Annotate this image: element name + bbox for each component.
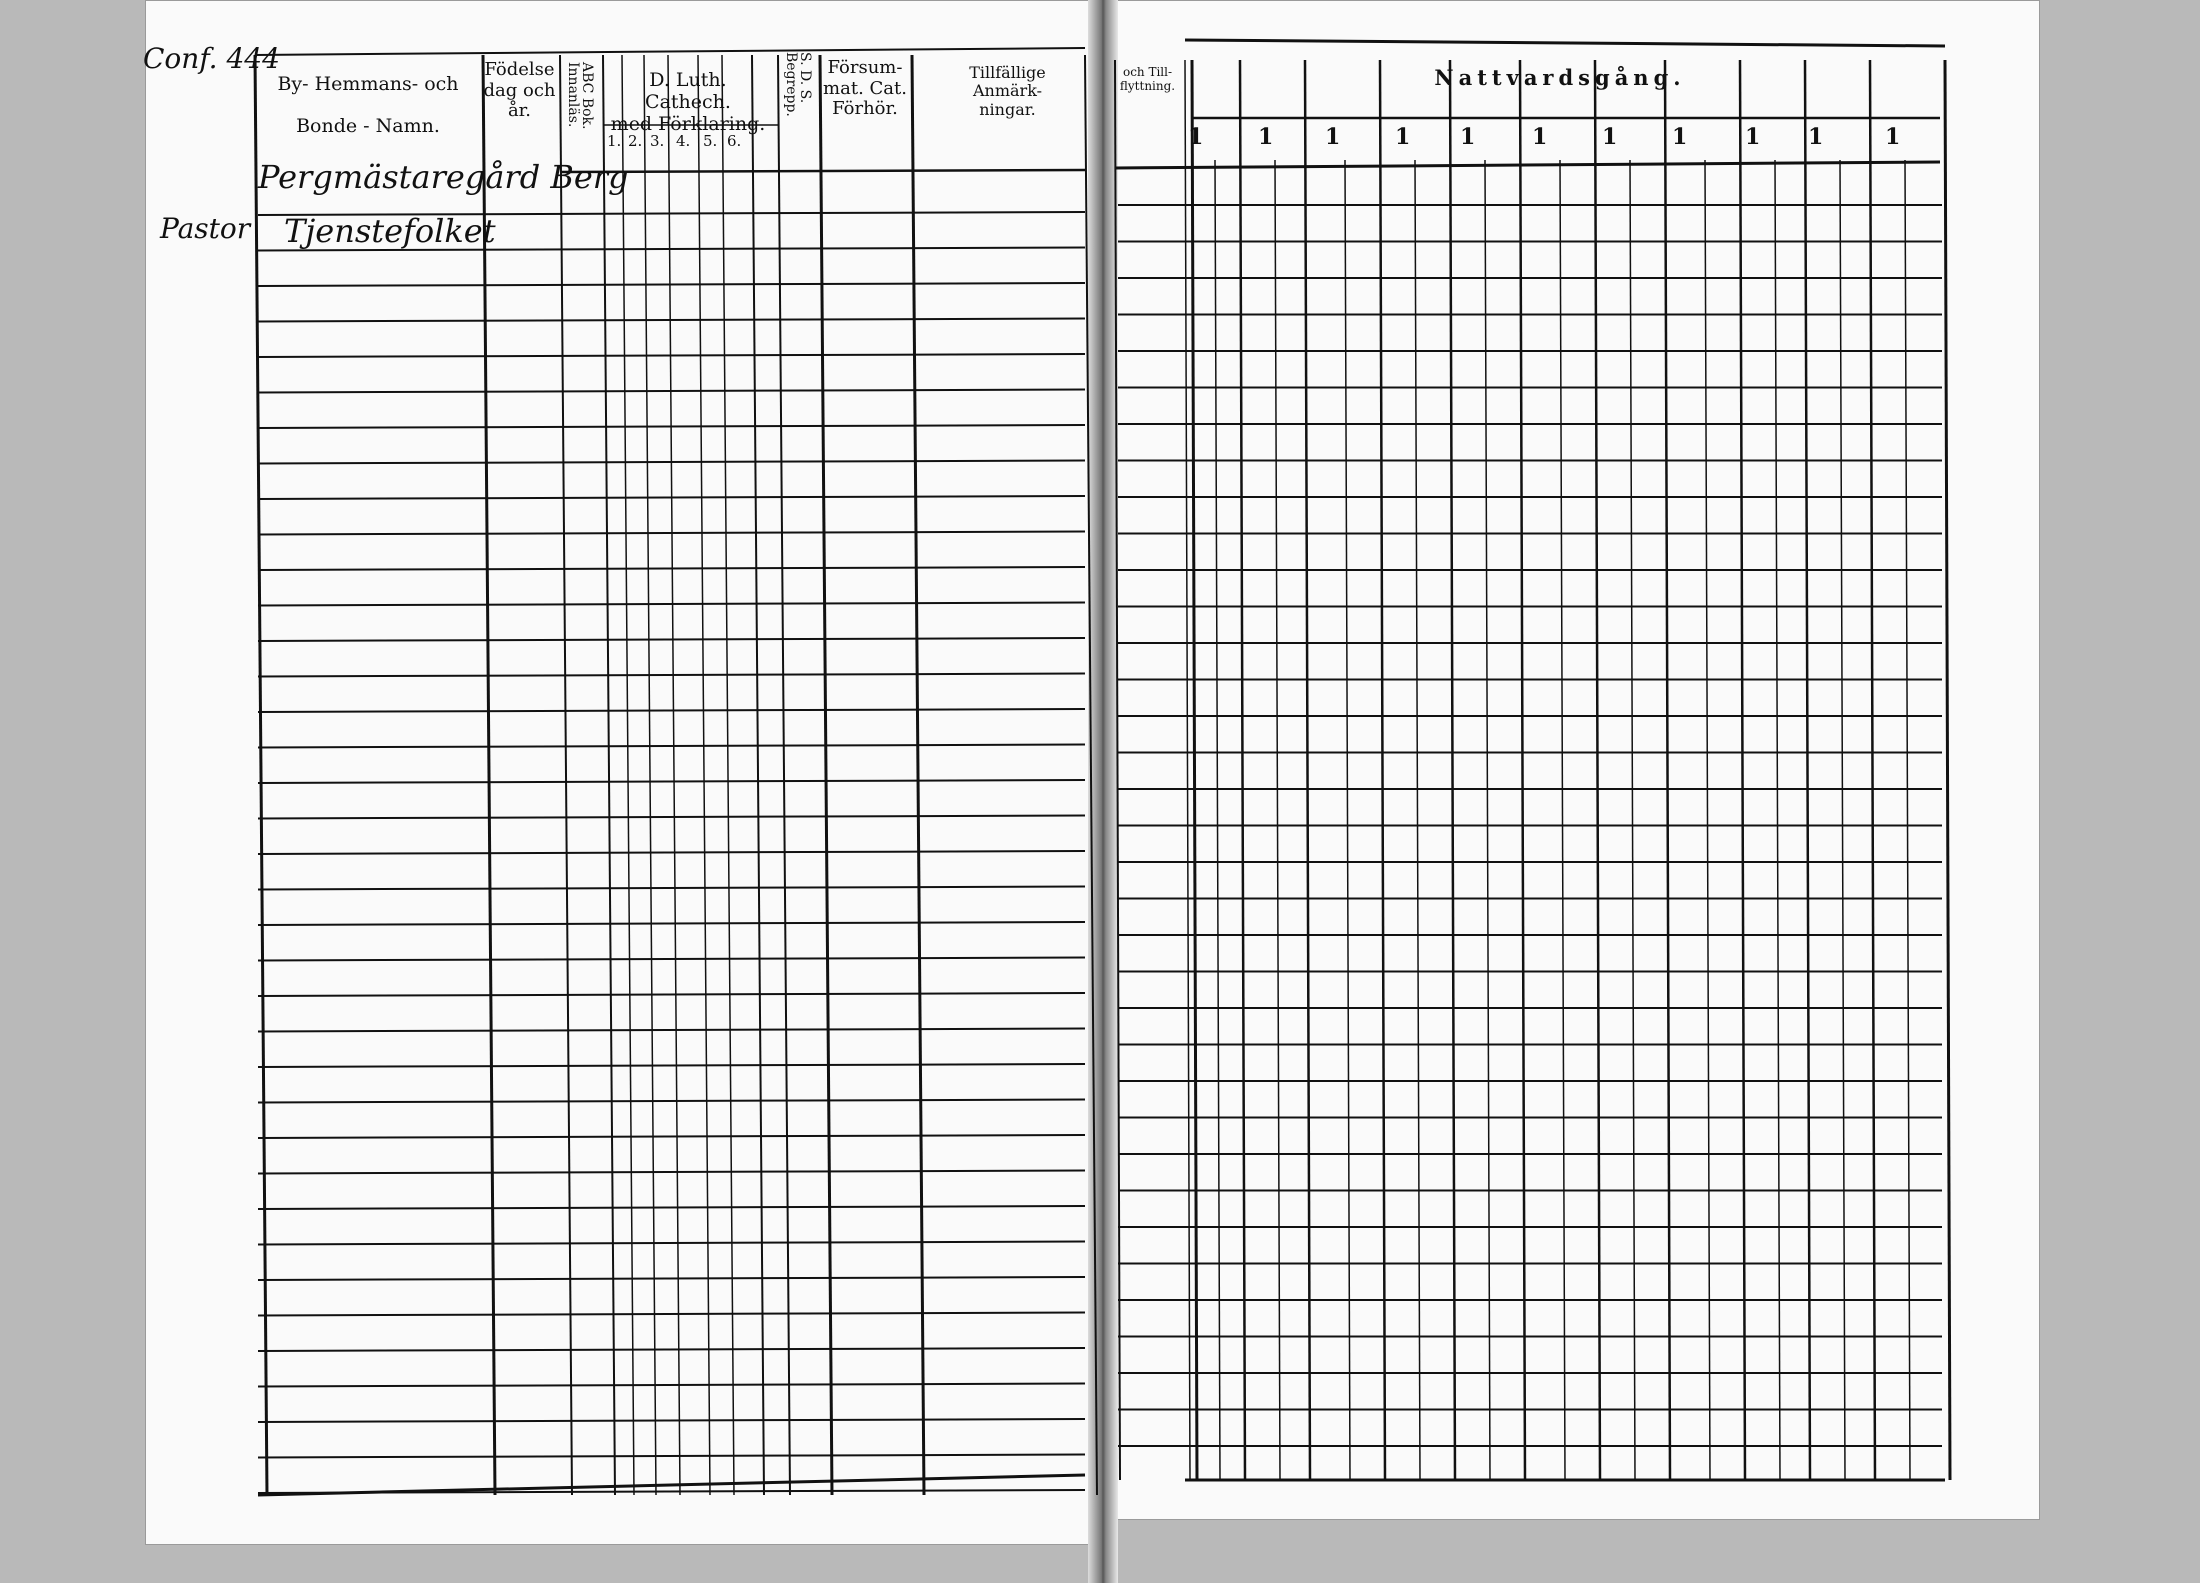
header-moves — [1110, 66, 1185, 94]
right-column-rule — [1805, 60, 1810, 1480]
header-moves-line2: flyttning. — [1119, 78, 1176, 93]
right-column-rule — [1665, 60, 1670, 1480]
right-column-rule — [1945, 60, 1950, 1480]
catechism-col-1: 1. — [607, 132, 622, 150]
right-sub-rule — [1345, 160, 1350, 1480]
header-sds: S. D. S. Begrepp. — [783, 52, 813, 117]
header-village-line2: Bonde - Namn. — [296, 114, 440, 137]
catechism-col-2: 2. — [628, 132, 643, 150]
right-column-rule — [1305, 60, 1310, 1480]
left-column-rule — [820, 55, 832, 1495]
left-column-rule — [912, 55, 924, 1495]
header-notes-line1: Tillfällige Anmärk- — [969, 63, 1046, 101]
left-row-rule — [258, 780, 1085, 783]
header-village-line1: By- Hemmans- och — [277, 73, 459, 95]
right-column-rule — [1115, 60, 1120, 1480]
catechism-col-6: 6. — [727, 132, 742, 150]
right-sub-rule — [1215, 160, 1220, 1480]
left-row-rule — [258, 1029, 1085, 1032]
left-row-rule — [258, 993, 1085, 996]
left-row-rule — [258, 1100, 1085, 1103]
margin-note-row: Pastor — [160, 212, 251, 245]
right-sub-rule — [1275, 160, 1280, 1480]
communion-col-10: 1 — [1808, 124, 1824, 150]
right-sub-rule — [1485, 160, 1490, 1480]
left-row-rule — [258, 922, 1085, 925]
right-top-rule — [1185, 40, 1945, 46]
header-missed — [820, 58, 910, 120]
header-catechism-line1: D. Luth. Cathech. — [645, 69, 731, 113]
right-sub-rule — [1705, 160, 1710, 1480]
communion-col-6: 1 — [1532, 124, 1548, 150]
header-birth-line2: dag och — [483, 79, 556, 101]
left-row-rule — [258, 1348, 1085, 1351]
header-missed-line2: mat. Cat. — [823, 77, 907, 99]
header-missed-line3: Förhör. — [832, 98, 898, 120]
header-birth — [482, 60, 557, 122]
header-notes-line2: ningar. — [979, 99, 1036, 119]
communion-col-11: 1 — [1885, 124, 1901, 150]
left-row-rule — [258, 745, 1085, 748]
right-sub-rule — [1775, 160, 1780, 1480]
header-village — [268, 74, 468, 138]
left-row-rule — [258, 1171, 1085, 1174]
communion-col-5: 1 — [1460, 124, 1476, 150]
right-header-bottom-rule — [1115, 162, 1940, 168]
left-row-rule — [258, 1419, 1085, 1422]
right-column-rule — [1520, 60, 1525, 1480]
catechism-col-3: 3. — [650, 132, 665, 150]
margin-note-top: Conf. 444 — [143, 42, 280, 75]
header-abc: ABC Bok. Innanläs. — [565, 62, 595, 130]
right-column-rule — [1380, 60, 1385, 1480]
header-communion: Nattvardsgång. — [1434, 65, 1686, 90]
header-notes — [935, 64, 1080, 119]
communion-col-3: 1 — [1325, 124, 1341, 150]
left-row-rule — [258, 1384, 1085, 1387]
left-row-rule — [258, 1277, 1085, 1280]
right-column-rule — [1740, 60, 1745, 1480]
left-row-rule — [258, 567, 1085, 570]
left-row-rule — [258, 283, 1085, 286]
right-column-rule — [1450, 60, 1455, 1480]
right-column-rule — [1192, 60, 1197, 1480]
right-column-rule — [1185, 60, 1190, 1480]
right-sub-rule — [1560, 160, 1565, 1480]
right-sub-rule — [1840, 160, 1845, 1480]
left-row-rule — [258, 887, 1085, 890]
left-row-rule — [258, 1313, 1085, 1316]
left-row-rule — [258, 816, 1085, 819]
header-catechism-line2: med Förklaring. — [610, 112, 766, 135]
header-missed-line1: Försum- — [827, 57, 903, 78]
left-header-bottom-rule — [560, 170, 1085, 172]
left-row-rule — [258, 709, 1085, 712]
header-birth-line3: år. — [507, 100, 532, 122]
right-column-rule — [1595, 60, 1600, 1480]
catechism-col-5: 5. — [703, 132, 718, 150]
left-row-rule — [258, 958, 1085, 961]
left-row-rule — [258, 1206, 1085, 1209]
header-catechism — [608, 70, 768, 136]
communion-col-9: 1 — [1745, 124, 1761, 150]
entry-farm: Pergmästaregård Berg — [258, 158, 629, 196]
communion-col-1: 1 — [1188, 124, 1204, 150]
right-sub-rule — [1905, 160, 1910, 1480]
left-row-rule — [258, 603, 1085, 606]
entry-servants: Tjenstefolket — [284, 212, 496, 250]
left-row-rule — [258, 354, 1085, 357]
left-top-rule — [255, 48, 1085, 55]
left-row-rule — [258, 638, 1085, 641]
left-row-rule — [258, 1135, 1085, 1138]
right-column-rule — [1870, 60, 1875, 1480]
left-row-rule — [258, 1455, 1085, 1458]
header-birth-line1: Födelse — [484, 59, 555, 80]
left-row-rule — [258, 319, 1085, 322]
communion-col-7: 1 — [1602, 124, 1618, 150]
left-row-rule — [258, 1064, 1085, 1067]
left-row-rule — [258, 674, 1085, 677]
communion-col-2: 1 — [1258, 124, 1274, 150]
right-sub-rule — [1630, 160, 1635, 1480]
left-row-rule — [258, 851, 1085, 854]
catechism-col-4: 4. — [676, 132, 691, 150]
communion-col-8: 1 — [1672, 124, 1688, 150]
header-moves-line1: och Till- — [1122, 65, 1173, 79]
right-sub-rule — [1415, 160, 1420, 1480]
communion-col-4: 1 — [1395, 124, 1411, 150]
left-column-rule — [1085, 55, 1097, 1495]
right-column-rule — [1240, 60, 1245, 1480]
left-row-rule — [258, 1242, 1085, 1245]
